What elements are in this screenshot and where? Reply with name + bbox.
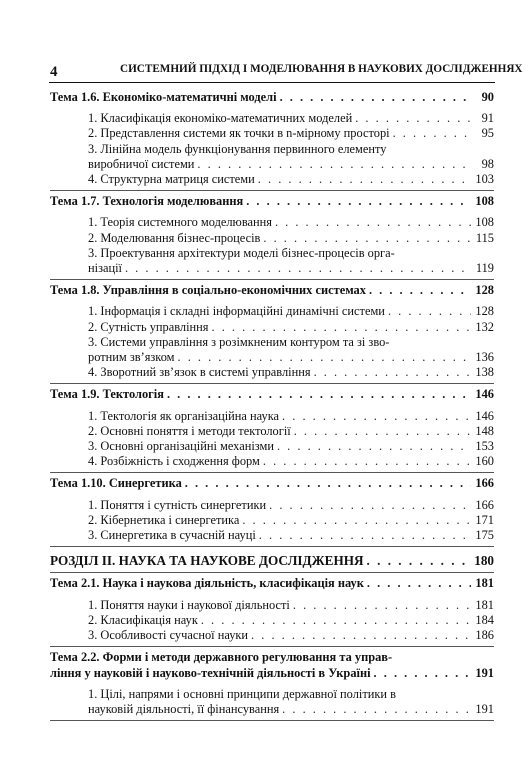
toc-item-line1: 3. Системи управління з розімкненим контуром та зі зво- (88, 334, 390, 349)
toc-item[interactable] (50, 613, 494, 628)
toc-item-title: 2. Представлення системи як точки в n-мірному просторі (88, 126, 390, 141)
toc-section-1-6 (50, 87, 494, 191)
toc-item-title: науковій діяльності, її фінансування (88, 701, 280, 716)
toc-page: 171 (475, 512, 494, 527)
toc-item-title: 1. Класифікація економіко-математичних моделей (88, 111, 353, 126)
toc-item[interactable] (50, 126, 494, 141)
toc-section-1-9 (50, 384, 494, 473)
toc-item-title: 2. Класифікація наук (88, 612, 198, 627)
toc-topic-title: Тема 2.1. Наука і наукова діяльність, класифікація наук (50, 576, 364, 591)
toc-page: 148 (475, 423, 494, 438)
dot-leader (178, 350, 472, 365)
toc-topic-title: ління у науковій і науково-технічній діяльності в Україні (50, 665, 371, 680)
toc-topic[interactable] (50, 576, 494, 591)
toc-item-title: 2. Моделювання бізнес-процесів (88, 230, 261, 245)
header-rule (49, 82, 495, 83)
dot-leader (242, 513, 471, 528)
toc-topic-title: Тема 1.7. Технологія моделювання (50, 194, 244, 209)
toc-page: 180 (474, 553, 494, 569)
toc-item-title: 3. Особливості сучасної науки (88, 628, 249, 643)
toc-page: 132 (475, 319, 494, 334)
toc-item[interactable] (50, 365, 494, 380)
toc-item[interactable] (50, 498, 494, 513)
toc-topic[interactable] (50, 666, 494, 681)
toc-page: 91 (481, 111, 494, 126)
toc-topic[interactable] (50, 387, 494, 402)
toc-item[interactable] (50, 598, 494, 613)
toc-item[interactable] (50, 157, 494, 172)
toc-page: 153 (475, 439, 494, 454)
dot-leader (269, 498, 471, 513)
toc-page: 160 (475, 454, 494, 469)
toc-topic-line1: Тема 2.2. Форми і методи державного регулювання та управ- (50, 650, 393, 665)
dot-leader (259, 528, 471, 543)
toc-item-title: 1. Поняття і сутність синергетики (88, 497, 267, 512)
toc-page: 98 (481, 156, 494, 171)
toc-item[interactable] (50, 513, 494, 528)
dot-leader (251, 628, 471, 643)
toc-item[interactable] (50, 304, 494, 319)
toc-page: 181 (475, 576, 494, 591)
toc-page: 166 (475, 497, 494, 512)
toc-topic-title: Тема 1.10. Синергетика (50, 476, 182, 491)
toc-item-title: 4. Зворотний зв’язок в системі управління (88, 365, 311, 380)
dot-leader (293, 598, 471, 613)
toc-item[interactable] (50, 261, 494, 276)
toc-section-2-2 (50, 647, 494, 721)
toc-page: 181 (475, 597, 494, 612)
toc-item[interactable] (50, 172, 494, 187)
toc-item-line1: 1. Цілі, напрями і основні принципи державної політики в (88, 686, 396, 701)
toc-section-1-10 (50, 473, 494, 547)
toc-topic[interactable] (50, 476, 494, 491)
toc-item[interactable] (50, 409, 494, 424)
dot-leader (369, 283, 471, 298)
dot-leader (374, 666, 471, 681)
dot-leader (393, 126, 471, 141)
toc-item-title: 3. Основні організаційні механізми (88, 439, 274, 454)
toc-item[interactable] (50, 628, 494, 643)
toc-topic[interactable] (50, 90, 494, 105)
toc-page: 95 (481, 126, 494, 141)
toc-item-title: 3. Синергетика в сучасній науці (88, 528, 256, 543)
dot-leader (314, 365, 471, 380)
page-number: 4 (50, 64, 58, 80)
dot-leader (277, 439, 471, 454)
dot-leader (367, 576, 471, 591)
toc-page: 146 (475, 387, 494, 402)
table-of-contents (50, 87, 494, 721)
toc-page: 115 (475, 230, 494, 245)
dot-leader (275, 215, 471, 230)
dot-leader (280, 90, 471, 105)
toc-item-title: 2. Основні поняття і методи тектології (88, 423, 291, 438)
toc-item[interactable] (50, 320, 494, 335)
dot-leader (282, 409, 471, 424)
toc-item-title: 1. Інформація і складні інформаційні динамічні системи (88, 304, 385, 319)
toc-section-1-8 (50, 280, 494, 384)
toc-page: 136 (475, 350, 494, 365)
toc-section-part-2 (50, 547, 494, 573)
toc-item-title: 4. Розбіжність і сходження форм (88, 454, 260, 469)
dot-leader (167, 387, 471, 402)
toc-page: 108 (475, 215, 494, 230)
toc-item[interactable] (50, 111, 494, 126)
toc-part-title: РОЗДІЛ ІІ. НАУКА ТА НАУКОВЕ ДОСЛІДЖЕННЯ (50, 553, 364, 569)
toc-part[interactable] (50, 553, 494, 568)
toc-page: 103 (475, 172, 494, 187)
toc-section-2-1 (50, 573, 494, 647)
toc-item-title: виробничої системи (88, 156, 195, 171)
toc-item[interactable] (50, 439, 494, 454)
toc-topic-title: Тема 1.6. Економіко-математичні моделі (50, 90, 277, 104)
toc-page: 166 (475, 476, 494, 491)
toc-page: 175 (475, 528, 494, 543)
toc-page: 191 (475, 665, 494, 680)
toc-item[interactable] (50, 528, 494, 543)
dot-leader (246, 194, 471, 209)
toc-item-title: 1. Теорія системного моделювання (88, 215, 272, 230)
toc-item-title: 4. Структурна матриця системи (88, 172, 255, 187)
toc-item-title: нізації (88, 261, 122, 276)
toc-item-line1: 3. Лінійна модель функціонування первинного елементу (88, 141, 387, 156)
toc-page: 108 (475, 194, 494, 209)
toc-topic[interactable] (50, 283, 494, 298)
toc-page: 128 (475, 283, 494, 298)
dot-leader (263, 231, 471, 246)
dot-leader (355, 111, 471, 126)
toc-page: 119 (475, 261, 494, 276)
toc-topic[interactable] (50, 194, 494, 209)
toc-page: 186 (475, 628, 494, 643)
dot-leader (185, 476, 471, 491)
toc-item-title: 1. Тектологія як організаційна наука (88, 408, 280, 423)
dot-leader (388, 304, 471, 319)
toc-page: 128 (475, 304, 494, 319)
toc-item-title: 2. Кібернетика і синергетика (88, 512, 240, 527)
dot-leader (263, 454, 471, 469)
toc-page: 184 (475, 612, 494, 627)
dot-leader (197, 157, 471, 172)
toc-item-title: 1. Поняття науки і наукової діяльності (88, 597, 290, 612)
toc-item-title: ротним зв’язком (88, 350, 175, 365)
toc-page: 138 (475, 365, 494, 380)
toc-item[interactable] (50, 350, 494, 365)
toc-item[interactable] (50, 231, 494, 246)
dot-leader (258, 172, 471, 187)
dot-leader (212, 320, 472, 335)
dot-leader (294, 424, 471, 439)
toc-page: 90 (481, 90, 494, 104)
toc-topic-title: Тема 1.8. Управління в соціально-економічних системах (50, 283, 366, 298)
toc-section-1-7 (50, 191, 494, 280)
running-title: СИСТЕМНИЙ ПІДХІД І МОДЕЛЮВАННЯ В НАУКОВИХ ДОСЛІДЖЕННЯХ (120, 63, 523, 75)
toc-item[interactable] (50, 215, 494, 230)
toc-item[interactable] (50, 702, 494, 717)
toc-item[interactable] (50, 454, 494, 469)
toc-item-line1: 3. Проектування архітектури моделі бізнес-процесів орга- (88, 245, 395, 260)
toc-item[interactable] (50, 424, 494, 439)
dot-leader (125, 261, 471, 276)
dot-leader (201, 613, 471, 628)
toc-page: 191 (475, 701, 494, 716)
toc-page: 146 (475, 408, 494, 423)
dot-leader (367, 553, 472, 568)
toc-item-title: 2. Сутність управління (88, 319, 209, 334)
dot-leader (282, 702, 471, 717)
toc-topic-title: Тема 1.9. Тектологія (50, 387, 164, 402)
